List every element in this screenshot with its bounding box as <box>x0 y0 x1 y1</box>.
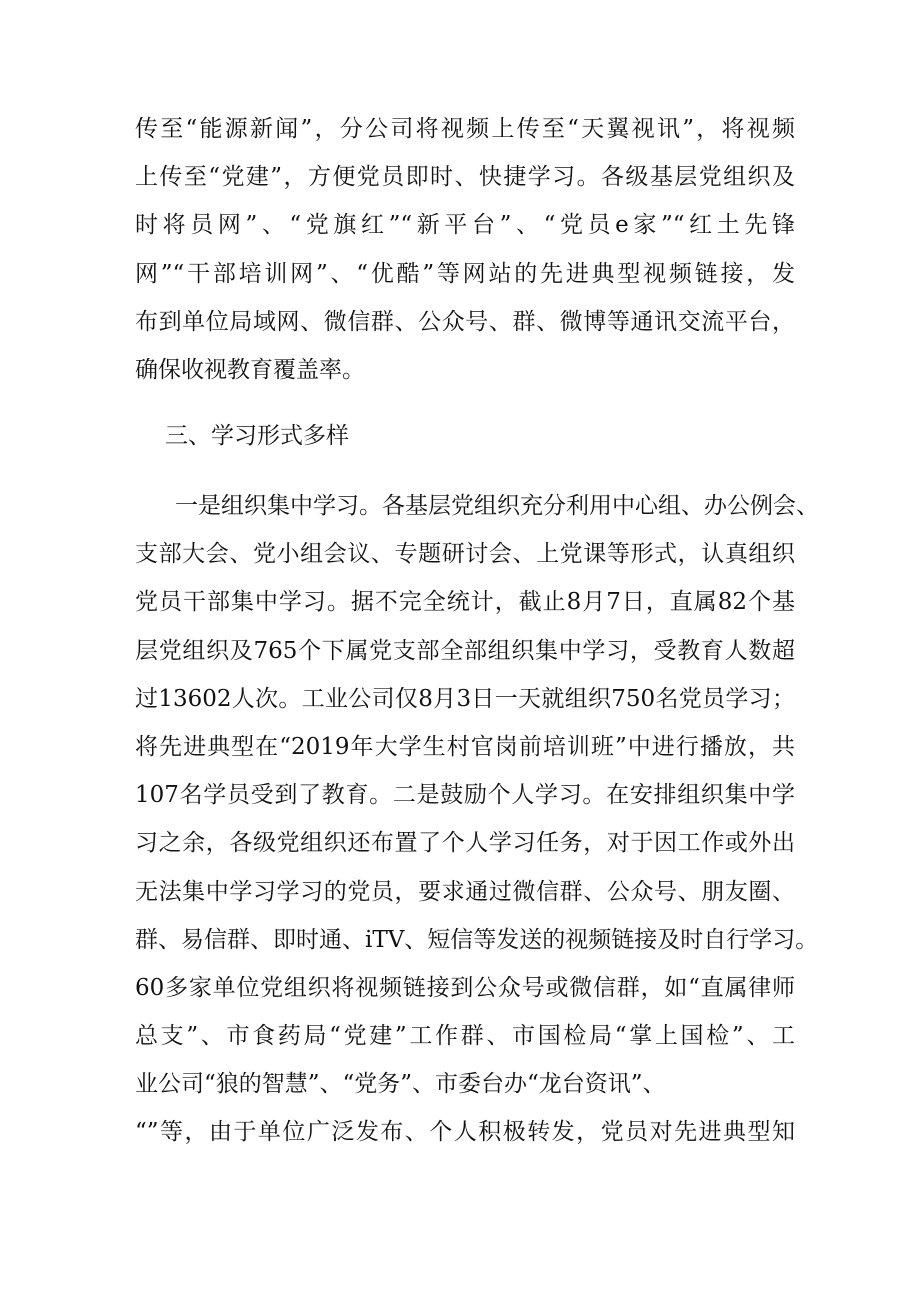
paragraph-line: 107名学员受到了教育。二是鼓励个人学习。在安排组织集中学 <box>135 782 795 809</box>
paragraph-line: 传至“能源新闻”，分公司将视频上传至“天翼视讯”，将视频 <box>135 116 795 142</box>
paragraph-line: 群、易信群、即时通、iTV、短信等发送的视频链接及时自行学习。 <box>135 926 819 953</box>
paragraph-line: 过13602人次。工业公司仅8月3日一天就组织750名党员学习； <box>135 685 795 712</box>
paragraph-line: 总支”、市食药局“党建”工作群、市国检局“掌上国检”、工 <box>135 1023 795 1050</box>
paragraph-line: 无法集中学习学习的党员，要求通过微信群、公众号、朋友圈、 <box>135 878 795 905</box>
paragraph-line: 上传至“党建”，方便党员即时、快捷学习。各级基层党组织及 <box>135 164 795 191</box>
paragraph-line: 布到单位局域网、微信群、公众号、群、微博等通讯交流平台， <box>135 308 795 335</box>
paragraph-line: 时将员网”、“党旗红”“新平台”、“党员e家”“红土先锋 <box>135 212 795 239</box>
paragraph-line: “”等，由于单位广泛发布、个人积极转发，党员对先进典型知 <box>135 1119 795 1146</box>
paragraph-learning-forms <box>135 482 819 1157</box>
paragraph-line: 党员干部集中学习。据不完全统计，截止8月7日，直属82个基 <box>135 589 795 616</box>
paragraph-line: 业公司“狼的智慧”、“党务”、市委台办“龙台资讯”、 <box>135 1071 666 1098</box>
paragraph-line: 将先进典型在“2019年大学生村官岗前培训班”中进行播放，共 <box>135 733 795 760</box>
paragraph-line: 习之余，各级党组织还布置了个人学习任务，对于因工作或外出 <box>135 830 795 857</box>
paragraph-line: 一是组织集中学习。各基层党组织充分利用中心组、办公例会、 <box>175 493 819 519</box>
paragraph-line: 支部大会、党小组会议、专题研讨会、上党课等形式，认真组织 <box>135 541 795 568</box>
section-heading: 三、学习形式多样 <box>165 423 349 449</box>
paragraph-line: 确保收视教育覆盖率。 <box>135 356 365 383</box>
paragraph-line: 层党组织及765个下属党支部全部组织集中学习，受教育人数超 <box>135 637 795 664</box>
paragraph-continued <box>135 105 795 394</box>
paragraph-line: 网”“干部培训网”、“优酷”等网站的先进典型视频链接，发 <box>135 260 795 287</box>
paragraph-line: 60多家单位党组织将视频链接到公众号或微信群，如“直属律师 <box>135 974 795 1001</box>
